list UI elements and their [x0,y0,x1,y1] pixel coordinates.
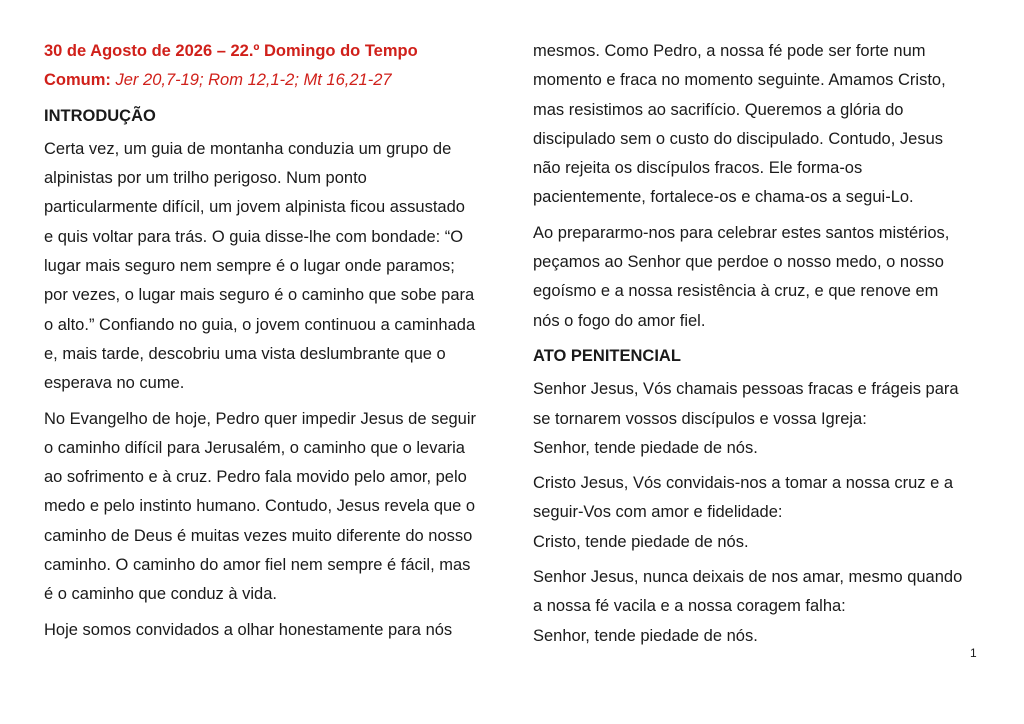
text-line: momento e fraca no momento seguinte. Amamos Cristo, [533,71,946,90]
penitential-heading: ATO PENITENCIAL [533,346,681,365]
intro-paragraph-3-start [44,616,494,645]
text-line: peçamos ao Senhor que perdoe o nosso medo, o nosso [533,253,944,272]
intro-paragraph-3-continued [533,37,983,213]
text-line: particularmente difícil, um jovem alpinista ficou assustado [44,198,465,217]
penitential-invocation-3 [533,563,983,651]
right-column [533,37,983,657]
penitential-invocation-1 [533,375,983,463]
text-line: Senhor Jesus, Vós chamais pessoas fracas e frágeis para [533,380,959,399]
intro-paragraph-4 [533,219,983,336]
text-line: medo e pelo instinto humano. Contudo, Jesus revela que o [44,497,476,516]
title-line-1: 30 de Agosto de 2026 – 22.º Domingo do Tempo [44,42,418,60]
readings-references: Jer 20,7-19; Rom 12,1-2; Mt 16,21-27 [110,71,392,90]
left-column [44,37,494,651]
text-line: e, mais tarde, descobriu uma vista deslumbrante que o [44,344,446,363]
text-line: Cristo Jesus, Vós convidais-nos a tomar a nossa cruz e a [533,474,954,493]
title-comum: Comum: [44,71,111,90]
text-line: o caminho difícil para Jerusalém, o caminho que o levaria [44,438,465,457]
text-line: esperava no cume. [44,374,185,393]
intro-paragraph-1 [44,135,494,399]
text-line: por vezes, o lugar mais seguro é o caminho que sobe para [44,286,475,305]
text-line: alpinistas por um trilho perigoso. Num ponto [44,169,367,188]
text-line: pacientemente, fortalece-os e chama-os a segui-Lo. [533,188,914,207]
text-line: é o caminho que conduz à vida. [44,585,277,604]
text-line: o alto.” Confiando no guia, o jovem continuou a caminhada [44,315,476,334]
text-line: No Evangelho de hoje, Pedro quer impedir Jesus de seguir [44,409,477,428]
text-line: mas resistimos ao sacrifício. Queremos a glória do [533,100,904,119]
text-line: mesmos. Como Pedro, a nossa fé pode ser forte num [533,42,926,60]
response-line: Senhor, tende piedade de nós. [533,626,758,645]
page-number: 1 [970,646,977,660]
text-line: Ao prepararmo-nos para celebrar estes santos mistérios, [533,223,950,242]
text-line: se tornarem vossos discípulos e vossa Igreja: [533,409,867,428]
text-line: e quis voltar para trás. O guia disse-lhe com bondade: “O [44,227,464,246]
text-line: discipulado sem o custo do discipulado. Contudo, Jesus [533,129,943,148]
text-line: Certa vez, um guia de montanha conduzia um grupo de [44,139,452,158]
text-line: não rejeita os discípulos fracos. Ele forma-os [533,159,863,178]
liturgy-title [44,37,494,96]
text-line: caminho. O caminho do amor fiel nem sempre é fácil, mas [44,556,471,575]
text-line: Senhor Jesus, nunca deixais de nos amar, mesmo quando [533,568,963,587]
text-line: Hoje somos convidados a olhar honestamente para nós [44,620,453,639]
text-line: ao sofrimento e à cruz. Pedro fala movido pelo amor, pelo [44,468,467,487]
text-line: a nossa fé vacila e a nossa coragem falha: [533,597,846,616]
penitential-invocation-2 [533,469,983,557]
title-line-2 [44,66,494,95]
response-line: Senhor, tende piedade de nós. [533,438,758,457]
text-line: nós o fogo do amor fiel. [533,311,706,330]
intro-heading: INTRODUÇÃO [44,106,156,125]
text-line: lugar mais seguro nem sempre é o lugar onde paramos; [44,257,455,276]
response-line: Cristo, tende piedade de nós. [533,532,749,551]
text-line: seguir-Vos com amor e fidelidade: [533,503,783,522]
text-line: caminho de Deus é muitas vezes muito diferente do nosso [44,526,473,545]
text-line: egoísmo e a nossa resistência à cruz, e que renove em [533,282,939,301]
intro-paragraph-2 [44,405,494,610]
